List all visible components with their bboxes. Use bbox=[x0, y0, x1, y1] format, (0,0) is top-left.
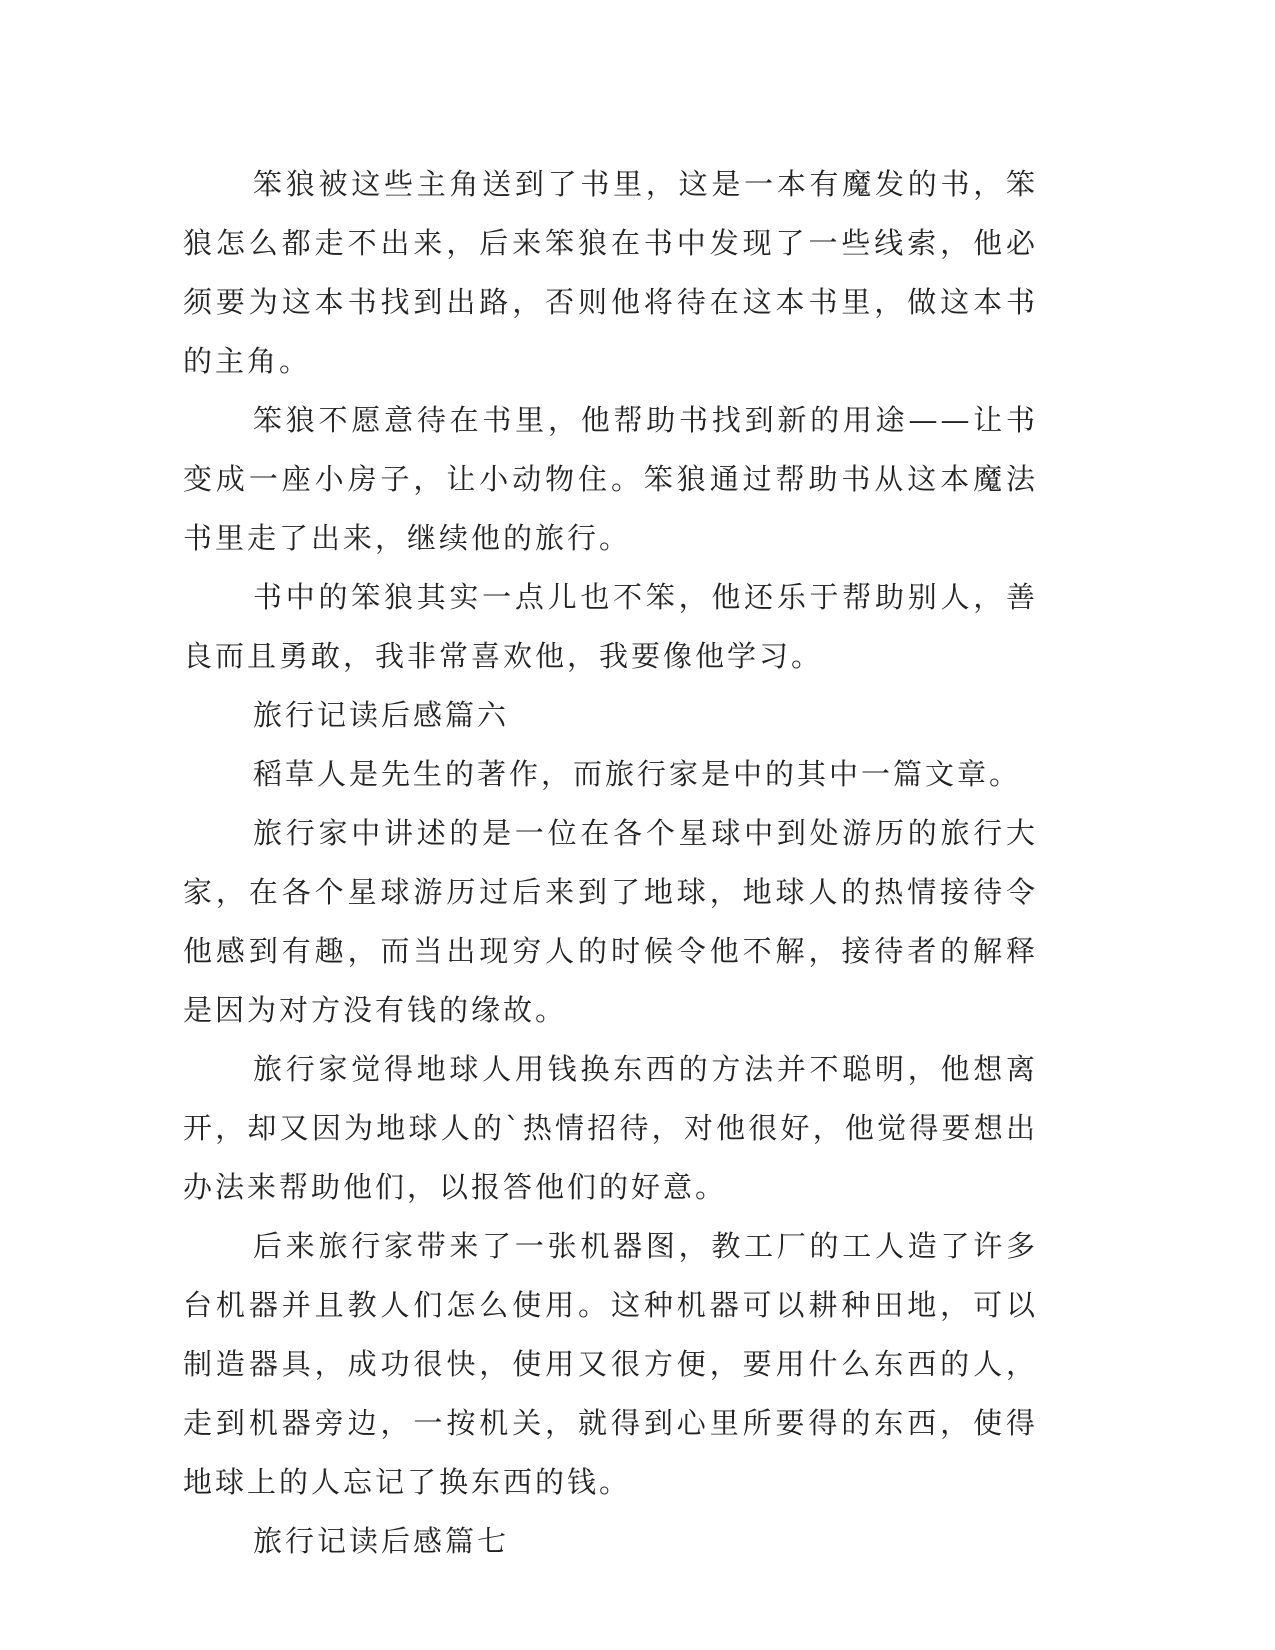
paragraph: 笨狼被这些主角送到了书里，这是一本有魔发的书，笨狼怎么都走不出来，后来笨狼在书中发现了一些线索，他必须要为这本书找到出路，否则他将待在这本书里，做这本书的主角。 bbox=[183, 167, 1038, 378]
section-heading: 旅行记读后感篇七 bbox=[253, 1524, 510, 1558]
paragraph: 旅行家觉得地球人用钱换东西的方法并不聪明，他想离开，却又因为地球人的`热情招待，对他很好，他觉得要想出办法来帮助他们，以报答他们的好意。 bbox=[183, 1052, 1038, 1204]
document-body bbox=[183, 155, 1038, 1571]
section-heading: 旅行记读后感篇六 bbox=[253, 698, 510, 732]
paragraph: 笨狼不愿意待在书里，他帮助书找到新的用途——让书变成一座小房子，让小动物住。笨狼通过帮助书从这本魔法书里走了出来，继续他的旅行。 bbox=[183, 403, 1038, 555]
paragraph: 书中的笨狼其实一点儿也不笨，他还乐于帮助别人，善良而且勇敢，我非常喜欢他，我要像他学习。 bbox=[183, 580, 1038, 673]
paragraph: 后来旅行家带来了一张机器图，教工厂的工人造了许多台机器并且教人们怎么使用。这种机器可以耕种田地，可以制造器具，成功很快，使用又很方便，要用什么东西的人，走到机器旁边，一按机关，就得到心里所要得的东西，使得地球上的人忘记了换东西的钱。 bbox=[183, 1229, 1038, 1499]
paragraph: 稻草人是先生的著作，而旅行家是中的其中一篇文章。 bbox=[253, 757, 1022, 791]
paragraph: 旅行家中讲述的是一位在各个星球中到处游历的旅行大家，在各个星球游历过后来到了地球，地球人的热情接待令他感到有趣，而当出现穷人的时候令他不解，接待者的解释是因为对方没有钱的缘故。 bbox=[183, 816, 1038, 1027]
